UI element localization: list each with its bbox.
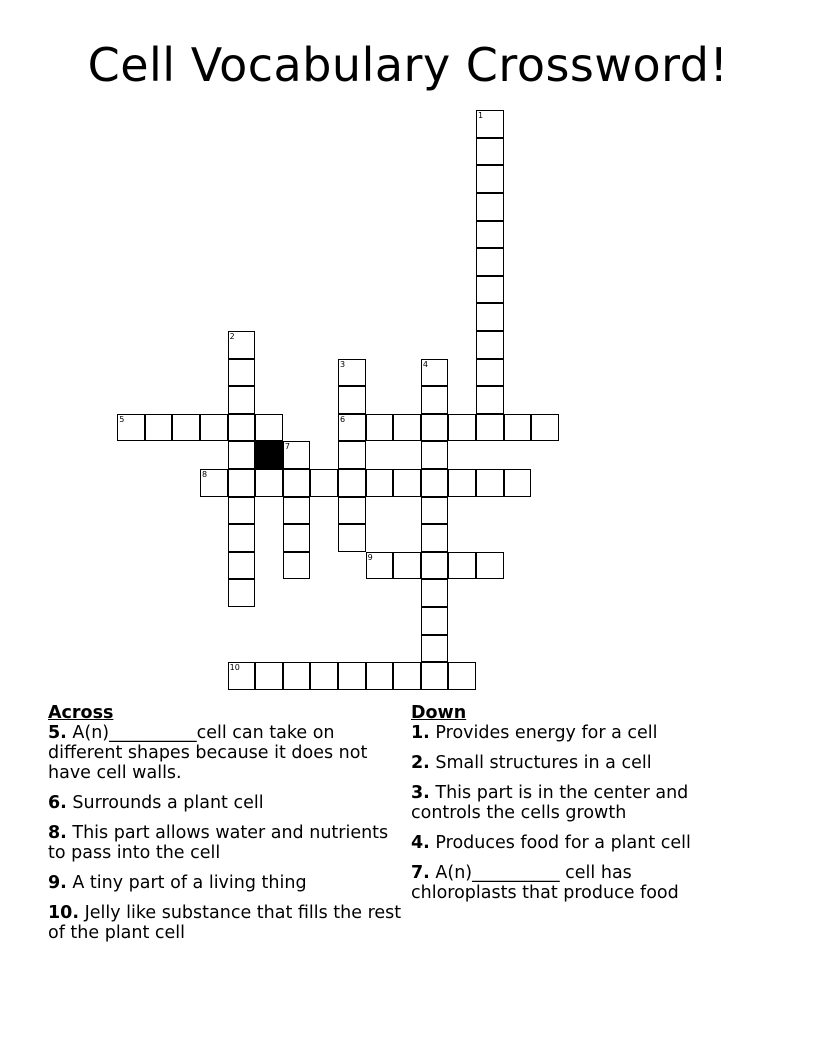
grid-cell[interactable]: [504, 414, 532, 442]
grid-cell[interactable]: [366, 469, 394, 497]
grid-cell[interactable]: [283, 552, 311, 580]
grid-cell[interactable]: [228, 359, 256, 387]
grid-cell[interactable]: [172, 414, 200, 442]
grid-cell[interactable]: [476, 193, 504, 221]
clue-number: 3: [340, 359, 346, 369]
grid-cell[interactable]: [310, 469, 338, 497]
grid-cell[interactable]: [504, 469, 532, 497]
clue-across-10: 10. Jelly like substance that fills the rest of the plant cell: [48, 903, 402, 943]
clue-number: 9: [367, 552, 373, 562]
grid-cell[interactable]: [228, 497, 256, 525]
clue-across-5: 5. A(n)__________cell can take on different shapes because it does not have cell walls.: [48, 723, 368, 783]
grid-cell[interactable]: [338, 497, 366, 525]
grid-cell[interactable]: [228, 552, 256, 580]
grid-cell[interactable]: [366, 414, 394, 442]
grid-cell[interactable]: [448, 414, 476, 442]
clue-number: 8: [202, 470, 208, 480]
grid-cell[interactable]: [421, 469, 449, 497]
clue-number: 10: [229, 663, 240, 673]
grid-cell[interactable]: [393, 414, 421, 442]
grid-cell[interactable]: [393, 662, 421, 690]
black-cell: [255, 441, 283, 469]
down-clues: [411, 703, 741, 913]
grid-cell[interactable]: [476, 359, 504, 387]
clue-number: 4: [422, 359, 428, 369]
grid-cell[interactable]: [338, 359, 366, 387]
grid-cell[interactable]: [421, 441, 449, 469]
grid-cell[interactable]: [421, 359, 449, 387]
clue-down-1: 1. Provides energy for a cell: [411, 723, 658, 743]
grid-cell[interactable]: [448, 552, 476, 580]
grid-cell[interactable]: [145, 414, 173, 442]
grid-cell[interactable]: [476, 303, 504, 331]
grid-cell[interactable]: [228, 579, 256, 607]
grid-cell[interactable]: [228, 331, 256, 359]
across-clues: [48, 703, 403, 953]
grid-cell[interactable]: [338, 441, 366, 469]
grid-cell[interactable]: [228, 414, 256, 442]
clue-number: 1: [478, 111, 484, 121]
grid-cell[interactable]: [421, 579, 449, 607]
grid-cell[interactable]: [255, 662, 283, 690]
grid-cell[interactable]: [476, 221, 504, 249]
grid-cell[interactable]: [421, 414, 449, 442]
grid-cell[interactable]: [283, 469, 311, 497]
grid-cell[interactable]: [421, 497, 449, 525]
grid-cell[interactable]: [476, 165, 504, 193]
grid-cell[interactable]: [255, 469, 283, 497]
clue-down-4: 4. Produces food for a plant cell: [411, 833, 691, 853]
grid-cell[interactable]: [338, 414, 366, 442]
grid-cell[interactable]: [476, 110, 504, 138]
grid-cell[interactable]: [476, 552, 504, 580]
grid-cell[interactable]: [476, 138, 504, 166]
grid-cell[interactable]: [476, 469, 504, 497]
clue-number: 2: [229, 332, 235, 342]
clue-across-9: 9. A tiny part of a living thing: [48, 873, 307, 893]
clue-down-7: 7. A(n)__________ cell has chloroplasts that produce food: [411, 863, 679, 903]
clue-down-3: 3. This part is in the center and controls the cells growth: [411, 783, 689, 823]
clue-number: 5: [119, 414, 125, 424]
grid-cell[interactable]: [310, 662, 338, 690]
grid-cell[interactable]: [117, 414, 145, 442]
grid-cell[interactable]: [338, 469, 366, 497]
grid-cell[interactable]: [421, 635, 449, 663]
grid-cell[interactable]: [393, 552, 421, 580]
grid-cell[interactable]: [393, 469, 421, 497]
grid-cell[interactable]: [228, 441, 256, 469]
grid-cell[interactable]: [338, 662, 366, 690]
grid-cell[interactable]: [421, 662, 449, 690]
grid-cell[interactable]: [283, 497, 311, 525]
grid-cell[interactable]: [366, 552, 394, 580]
clue-number: 7: [284, 442, 290, 452]
grid-cell[interactable]: [338, 386, 366, 414]
grid-cell[interactable]: [283, 662, 311, 690]
grid-cell[interactable]: [421, 386, 449, 414]
across-heading: Across: [48, 703, 114, 723]
grid-cell[interactable]: [228, 469, 256, 497]
grid-cell[interactable]: [228, 524, 256, 552]
clue-number: 6: [340, 414, 346, 424]
page-title: Cell Vocabulary Crossword!: [87, 38, 729, 92]
grid-cell[interactable]: [421, 607, 449, 635]
grid-cell[interactable]: [476, 248, 504, 276]
grid-cell[interactable]: [366, 662, 394, 690]
grid-cell[interactable]: [476, 414, 504, 442]
grid-cell[interactable]: [448, 469, 476, 497]
grid-cell[interactable]: [200, 469, 228, 497]
grid-cell[interactable]: [228, 662, 256, 690]
grid-cell[interactable]: [283, 524, 311, 552]
grid-cell[interactable]: [283, 441, 311, 469]
down-heading: Down: [411, 703, 467, 723]
clue-across-6: 6. Surrounds a plant cell: [48, 793, 264, 813]
grid-cell[interactable]: [421, 552, 449, 580]
clue-across-8: 8. This part allows water and nutrients to pass into the cell: [48, 823, 389, 863]
grid-cell[interactable]: [448, 662, 476, 690]
grid-cell[interactable]: [476, 276, 504, 304]
grid-cell[interactable]: [228, 386, 256, 414]
grid-cell[interactable]: [531, 414, 559, 442]
grid-cell[interactable]: [476, 386, 504, 414]
clue-down-2: 2. Small structures in a cell: [411, 753, 652, 773]
grid-cell[interactable]: [476, 331, 504, 359]
grid-cell[interactable]: [338, 524, 366, 552]
grid-cell[interactable]: [421, 524, 449, 552]
grid-cell[interactable]: [200, 414, 228, 442]
grid-cell[interactable]: [255, 414, 283, 442]
